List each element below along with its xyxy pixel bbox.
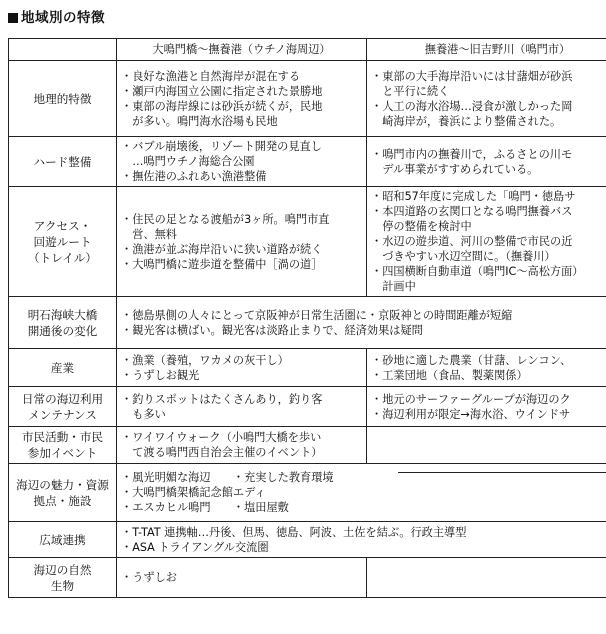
cell-line: ・観光客は横ばい。観光客は淡路止まりで、経済効果は疑問 bbox=[121, 323, 423, 337]
cell-line: ・バブル崩壊後，リゾート開発の見直し bbox=[121, 140, 322, 153]
cell-col2 bbox=[367, 187, 606, 297]
cell-line: デル事業がすすめられている。 bbox=[371, 162, 539, 176]
cell-line: ・釣りスポットはたくさんあり，釣り客 bbox=[121, 392, 323, 406]
cell-line: ・工業団地（食品、製薬関係） bbox=[371, 368, 528, 382]
cell-col2 bbox=[367, 349, 606, 387]
row-label bbox=[9, 558, 117, 598]
row-label bbox=[9, 349, 117, 387]
cell-line: 海辺の魅力・資源 bbox=[16, 477, 109, 492]
cell-line: 計画中 bbox=[371, 280, 416, 293]
cell-line: ・大鳴門橋に遊歩道を整備中［渦の道］ bbox=[121, 257, 323, 271]
table-row bbox=[9, 137, 606, 187]
cell-col2 bbox=[367, 137, 606, 187]
cell-line: が多い。鳴門海水浴場も民地 bbox=[121, 114, 278, 128]
cell-line: ・瀬戸内海国立公園に指定された景勝地 bbox=[121, 84, 323, 98]
cell-line: 海辺の自然 bbox=[33, 562, 92, 577]
cell-line: アクセス・ bbox=[33, 218, 92, 233]
cell-line: ・エスカヒル鳴門 ・塩田屋敷 bbox=[121, 501, 289, 514]
cell-line: 産業 bbox=[50, 360, 75, 375]
cell-line: 生物 bbox=[50, 578, 75, 593]
cell-line: ・人工の海水浴場…浸食が激しかった岡 bbox=[371, 99, 573, 113]
cell-col1 bbox=[117, 387, 367, 427]
cell-line: ・砂地に適した農業（甘藷、レンコン、 bbox=[371, 353, 572, 367]
cell-col1 bbox=[117, 349, 367, 387]
cell-col2 bbox=[367, 61, 606, 137]
cell-line: ・地元のサーファーグループが海辺のク bbox=[371, 392, 571, 406]
cell-line: ・良好な漁港と自然海岸が混在する bbox=[121, 69, 301, 83]
cell-line: ・海辺利用が限定→海水浴、ウインドサ bbox=[371, 407, 571, 421]
cell-line: ・昭和57年度に完成した「鳴門・徳島サ bbox=[371, 190, 576, 203]
cell-line: ・四国横断自動車道（鳴門IC〜高松方面） bbox=[371, 265, 584, 278]
cell-line: 停の整備を検討中 bbox=[371, 220, 472, 233]
cell-line: ・大鳴門橋架橋記念館エディ bbox=[121, 486, 266, 499]
header-col1: 大鳴門橋〜撫養港（ウチノ海周辺） bbox=[117, 39, 367, 61]
cell-line: ・ワイワイウォーク（小鳴門大橋を歩い bbox=[121, 431, 322, 444]
cell-line: 日常の海辺利用 bbox=[21, 391, 104, 406]
row-label bbox=[9, 297, 117, 349]
cell-line: ・東部の大手海岸沿いには甘藷畑が砂浜 bbox=[371, 69, 573, 83]
table-row bbox=[9, 349, 606, 387]
cell-line: ・住民の足となる渡船が3ヶ所。鳴門市直 bbox=[121, 212, 330, 226]
cell-line: も多い bbox=[121, 407, 166, 421]
row-span-cell bbox=[117, 297, 606, 349]
row-label bbox=[9, 137, 117, 187]
cell-col2 bbox=[367, 387, 606, 427]
cell-line: メンテナンス bbox=[28, 407, 97, 422]
cell-line: と平行に続く bbox=[371, 84, 450, 98]
cell-line: ・ASA トライアングル交流圏 bbox=[121, 540, 269, 554]
table-row bbox=[9, 427, 606, 464]
cell-line: ・T-TAT 連携軸…丹後、但馬、徳島、阿波、土佐を結ぶ。行政主導型 bbox=[121, 525, 467, 539]
cell-line: ・風光明媚な海辺 ・充実した教育環境 bbox=[121, 471, 334, 484]
cell-col1 bbox=[117, 61, 367, 137]
cell-line: …鳴門ウチノ海総合公園 bbox=[121, 155, 255, 168]
cell-col1 bbox=[117, 427, 367, 464]
cell-line: （トレイル） bbox=[28, 250, 97, 265]
cell-line: ・本四道路の玄関口となる鳴門撫養バス bbox=[371, 205, 573, 218]
row-span-cell bbox=[117, 522, 606, 558]
table-row bbox=[9, 61, 606, 137]
table-row bbox=[9, 187, 606, 297]
cell-line: 拠点・施設 bbox=[33, 493, 92, 508]
cell-line: 市民活動・市民 bbox=[21, 430, 104, 444]
cell-line: 地理的特徴 bbox=[33, 91, 92, 106]
cell-line: ・東部の海岸線には砂浜が続くが，民地 bbox=[121, 99, 323, 113]
cell-line: 開通後の変化 bbox=[27, 323, 98, 338]
table-row bbox=[9, 522, 606, 558]
cell-col1 bbox=[117, 137, 367, 187]
cell-col1 bbox=[117, 187, 367, 297]
row-label bbox=[9, 61, 117, 137]
cell-line: て渡る鳴門西自治会主催のイベント） bbox=[121, 446, 323, 459]
header-corner bbox=[9, 39, 117, 61]
cell-line: 明石海峡大橋 bbox=[27, 307, 98, 322]
cell-line: ・撫佐港のふれあい漁港整備 bbox=[121, 170, 267, 183]
cell-line: ・鳴門市内の撫養川で，ふるさとの川モ bbox=[371, 147, 573, 161]
cell-line: 参加イベント bbox=[27, 446, 98, 460]
cell-line: ・うずしお bbox=[121, 571, 177, 584]
continuation-arrow bbox=[398, 472, 606, 473]
row-label bbox=[9, 187, 117, 297]
row-label bbox=[9, 427, 117, 464]
cell-line: ・漁業（養殖，ワカメの灰干し） bbox=[121, 353, 289, 367]
cell-line: ・水辺の遊歩道、河川の整備で市民の近 bbox=[371, 235, 573, 248]
cell-col2 bbox=[367, 558, 606, 598]
table-row bbox=[9, 387, 606, 427]
cell-col2 bbox=[367, 427, 606, 464]
cell-line: 広域連携 bbox=[39, 532, 86, 547]
cell-line: 崎海岸が，養浜により整備された。 bbox=[371, 114, 562, 128]
cell-line: ・漁港が並ぶ海岸沿いに狭い道路が続く bbox=[121, 242, 323, 256]
cell-line: 回遊ルート bbox=[33, 234, 92, 249]
cell-line: ・徳島県側の人々にとって京阪神が日常生活圏に・京阪神との時間距離が短縮 bbox=[121, 308, 513, 322]
cell-line: づきやすい水辺空間に。（撫養川） bbox=[371, 250, 556, 263]
table-row bbox=[9, 558, 606, 598]
table-row bbox=[9, 297, 606, 349]
cell-line: 営、無料 bbox=[121, 227, 177, 241]
header-col2: 撫養港〜旧吉野川（鳴門市） bbox=[367, 39, 606, 61]
row-span-cell bbox=[117, 464, 606, 522]
cell-line: ハード整備 bbox=[33, 154, 92, 169]
table-header-row bbox=[9, 39, 606, 61]
row-label bbox=[9, 387, 117, 427]
cell-col1 bbox=[117, 558, 367, 598]
document-title bbox=[8, 6, 105, 26]
cell-line: ・うずしお観光 bbox=[121, 368, 200, 382]
square-bullet-icon bbox=[8, 13, 18, 23]
row-label bbox=[9, 464, 117, 522]
document-title-text: 地域別の特徴 bbox=[21, 10, 105, 26]
features-table bbox=[8, 38, 606, 598]
row-label bbox=[9, 522, 117, 558]
table-row bbox=[9, 464, 606, 522]
